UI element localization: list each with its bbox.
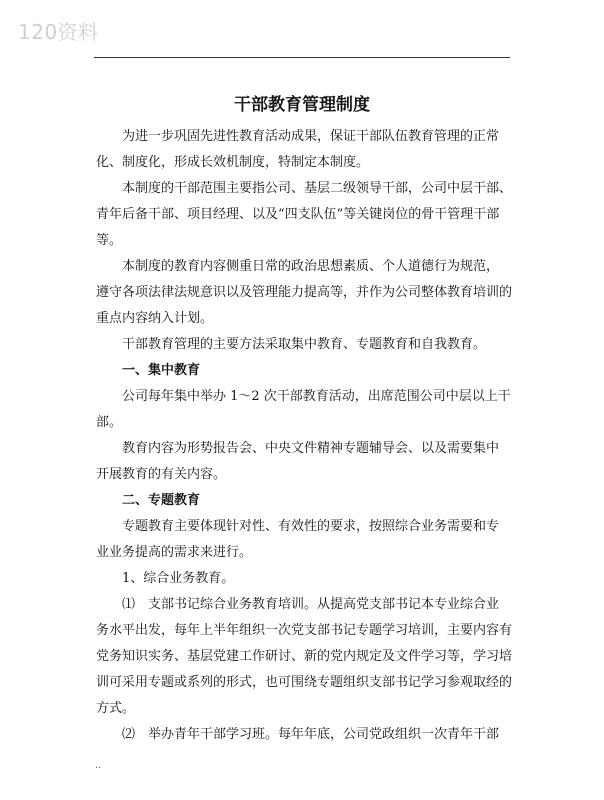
paragraph-line: ⑴ 支部书记综合业务教育培训。从提高党支部书记本专业综合业 — [122, 597, 500, 612]
paragraph-line: 方式。 — [96, 701, 136, 716]
paragraph-line: 1、综合业务教育。 — [122, 571, 235, 586]
paragraph-line: 遵守各项法律法规意识以及管理能力提高等，并作为公司整体教育培训的 — [96, 285, 513, 300]
paragraph-line: 专题教育主要体现针对性、有效性的要求，按照综合业务需要和专 — [122, 519, 500, 534]
footer-mark: .. — [95, 760, 102, 771]
watermark-logo: 120资料 — [18, 20, 99, 44]
paragraph-line: 部。 — [96, 415, 123, 430]
document-title: 干部教育管理制度 — [234, 95, 370, 115]
paragraph-line: 业业务提高的需求来进行。 — [96, 545, 253, 560]
paragraph-line: 本制度的教育内容侧重日常的政治思想素质、个人道德行为规范， — [122, 259, 500, 274]
section-heading: 一、集中教育 — [122, 363, 201, 378]
paragraph-line: 化、制度化，形成长效机制度，特制定本制度。 — [96, 155, 370, 170]
paragraph-line: 公司每年集中举办 1～2 次干部教育活动，出席范围公司中层以上干 — [122, 389, 511, 404]
paragraph-line: 教育内容为形势报告会、中央文件精神专题辅导会、以及需要集中 — [122, 441, 500, 456]
paragraph-line: 干部教育管理的主要方法采取集中教育、专题教育和自我教育。 — [122, 337, 487, 352]
paragraph-line: 本制度的干部范围主要指公司、基层二级领导干部，公司中层干部、 — [122, 181, 513, 196]
paragraph-line: 务水平出发，每年上半年组织一次党支部书记专题学习培训，主要内容有 — [96, 623, 513, 638]
paragraph-line: 训可采用专题或系列的形式，也可围绕专题组织支部书记学习参观取经的 — [96, 675, 513, 690]
paragraph-line: 青年后备干部、项目经理、以及“四支队伍”等关键岗位的骨干管理干部 — [96, 207, 500, 222]
paragraph-line: 为进一步巩固先进性教育活动成果，保证干部队伍教育管理的正常 — [122, 129, 500, 144]
paragraph-line: ⑵ 举办青年干部学习班。每年年底，公司党政组织一次青年干部 — [122, 727, 500, 742]
paragraph-line: 党务知识实务、基层党建工作研讨、新的党内规定及文件学习等，学习培 — [96, 649, 513, 664]
paragraph-line: 开展教育的有关内容。 — [96, 467, 227, 482]
paragraph-line: 等。 — [96, 233, 123, 248]
header-divider — [94, 57, 510, 58]
section-heading: 二、专题教育 — [122, 493, 201, 508]
paragraph-line: 重点内容纳入计划。 — [96, 311, 214, 326]
